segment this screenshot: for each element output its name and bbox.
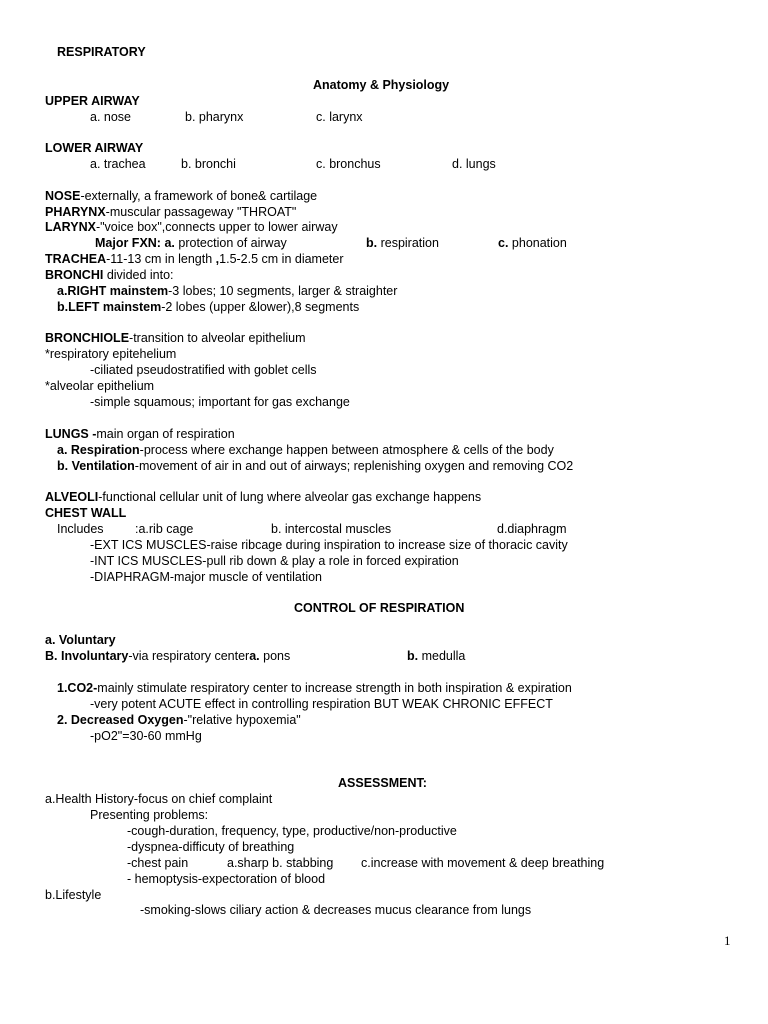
involuntary-b: b. medulla xyxy=(407,649,466,663)
presenting-line: Presenting problems: xyxy=(90,808,209,822)
trachea-line: TRACHEA-11-13 cm in length ,1.5-2.5 cm in diameter xyxy=(45,252,344,266)
respiration-line: a. Respiration-process where exchange happen between atmosphere & cells of the body xyxy=(57,443,554,457)
bronchiole-line: BRONCHIOLE-transition to alveolar epithelium xyxy=(45,331,306,345)
lower-airway-heading: LOWER AIRWAY xyxy=(45,141,144,155)
lower-airway-d: d. lungs xyxy=(452,157,496,171)
alveolar-epithelium: *alveolar epithelium xyxy=(45,379,155,393)
major-fxn-c: c. phonation xyxy=(498,236,567,250)
pharynx-line: PHARYNX-muscular passageway "THROAT" xyxy=(45,205,297,219)
squamous-line: -simple squamous; important for gas exchange xyxy=(90,395,350,409)
lower-airway-c: c. bronchus xyxy=(316,157,381,171)
diaphragm-line: -DIAPHRAGM-major muscle of ventilation xyxy=(90,570,323,584)
decreased-oxygen-line: 2. Decreased Oxygen-"relative hypoxemia" xyxy=(57,713,301,727)
chest-wall-c: d.diaphragm xyxy=(497,522,567,536)
co2-sub-line: -very potent ACUTE effect in controlling respiration BUT WEAK CHRONIC EFFECT xyxy=(90,697,553,711)
chest-pain-line: -chest pain xyxy=(127,856,189,870)
health-history-line: a.Health History-focus on chief complaint xyxy=(45,792,273,806)
nose-line: NOSE-externally, a framework of bone& cartilage xyxy=(45,189,318,203)
chest-wall-includes: Includes xyxy=(57,522,104,536)
section-heading-control: CONTROL OF RESPIRATION xyxy=(294,601,465,615)
chest-pain-increase: c.increase with movement & deep breathing xyxy=(361,856,605,870)
lifestyle-line: b.Lifestyle xyxy=(45,888,102,902)
left-mainstem-line: b.LEFT mainstem-2 lobes (upper &lower),8 segments xyxy=(57,300,360,314)
larynx-line: LARYNX-"voice box",connects upper to lower airway xyxy=(45,220,338,234)
hemoptysis-line: - hemoptysis-expectoration of blood xyxy=(127,872,326,886)
alveoli-line: ALVEOLI-functional cellular unit of lung where alveolar gas exchange happens xyxy=(45,490,482,504)
int-ics-line: -INT ICS MUSCLES-pull rib down & play a role in forced expiration xyxy=(90,554,459,568)
major-fxn-b: b. respiration xyxy=(366,236,439,250)
chest-wall-heading: CHEST WALL xyxy=(45,506,127,520)
upper-airway-heading: UPPER AIRWAY xyxy=(45,94,140,108)
chest-wall-a: :a.rib cage xyxy=(135,522,194,536)
document-title: RESPIRATORY xyxy=(57,45,146,59)
right-mainstem-line: a.RIGHT mainstem-3 lobes; 10 segments, larger & straighter xyxy=(57,284,398,298)
respiratory-epithelium: *respiratory epitehelium xyxy=(45,347,177,361)
lower-airway-b: b. bronchi xyxy=(181,157,236,171)
upper-airway-c: c. larynx xyxy=(316,110,363,124)
voluntary-line: a. Voluntary xyxy=(45,633,116,647)
co2-line: 1.CO2-mainly stimulate respiratory center to increase strength in both inspiration & expiration xyxy=(57,681,572,695)
lower-airway-a: a. trachea xyxy=(90,157,146,171)
bronchi-line: BRONCHI divided into: xyxy=(45,268,174,282)
dyspnea-line: -dyspnea-difficuty of breathing xyxy=(127,840,295,854)
section-heading-anatomy: Anatomy & Physiology xyxy=(313,78,450,92)
upper-airway-b: b. pharynx xyxy=(185,110,244,124)
cough-line: -cough-duration, frequency, type, productive/non-productive xyxy=(127,824,457,838)
chest-pain-types: a.sharp b. stabbing xyxy=(227,856,334,870)
ext-ics-line: -EXT ICS MUSCLES-raise ribcage during inspiration to increase size of thoracic cavity xyxy=(90,538,568,552)
po2-line: -pO2"=30-60 mmHg xyxy=(90,729,202,743)
lungs-line: LUNGS -main organ of respiration xyxy=(45,427,235,441)
section-heading-assessment: ASSESSMENT: xyxy=(338,776,427,790)
ventilation-line: b. Ventilation-movement of air in and out of airways; replenishing oxygen and removing CO2 xyxy=(57,459,574,473)
major-fxn-line: Major FXN: a. protection of airway xyxy=(95,236,287,250)
page-number: 1 xyxy=(724,933,731,948)
upper-airway-a: a. nose xyxy=(90,110,132,124)
chest-wall-b: b. intercostal muscles xyxy=(271,522,392,536)
involuntary-line: B. Involuntary-via respiratory centera. pons xyxy=(45,649,291,663)
ciliated-line: -ciliated pseudostratified with goblet cells xyxy=(90,363,317,377)
smoking-line: -smoking-slows ciliary action & decreases mucus clearance from lungs xyxy=(140,903,532,917)
